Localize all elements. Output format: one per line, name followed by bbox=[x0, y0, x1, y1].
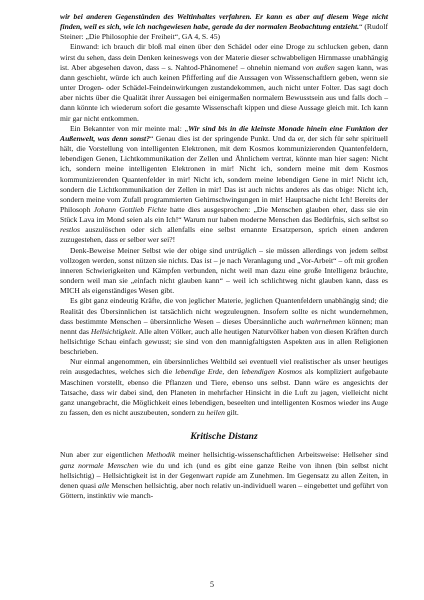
paragraph bbox=[60, 357, 388, 418]
paragraph-run: auszulöschen oder sich allenfalls eine selbst ernannte Ersatzperson, sprich einen anderen zuzugestehen, dass er selber wer sei?! bbox=[60, 225, 388, 245]
paragraph-run: gilt. bbox=[224, 408, 239, 418]
paragraph-run: Es gibt ganz eindeutig Kräfte, die von jeglicher Materie, jeglichen Quantenfeldern unabhängig sind; die Realität des Übersinnlichen ist tatsächlich nicht wegzuleugnen. Insofern sollte es nicht wundernehmen, dass bestimmte Menschen – übersinnliche Wesen – dieses Übersinnliche auch bbox=[60, 296, 388, 326]
paragraph-run: Denk-Beweise Meiner Selbst wie der obige sind bbox=[70, 245, 225, 255]
paragraph-run: untrüglich bbox=[224, 245, 257, 255]
paragraph-run: wir bei anderen Gegenständen des Weltinhaltes verfahren. Er kann es aber auf diesem Wege nicht finden, weil es sich, wie ich nachgewiesen habe, gerade da der normalen Beobachtung entzieht. bbox=[60, 12, 388, 32]
paragraph-run: Menschen hellsichtig, aber noch relativ un-individuell waren – eingebettet und geführt von Göttern, instinktiv wie manch- bbox=[60, 480, 388, 501]
paragraph-run: hatte dies ausgesprochen: „Die Menschen glauben eher, dass sie ein Stück Lava im Mond seien als ein Ich!“ Warum nur haben moderne Menschen das Bedürfnis, sich selbst so bbox=[60, 204, 388, 225]
paragraph-run: Wir sind bis in die kleinste Monade hinein eine Funktion der Außenwelt, was denn sonst? bbox=[60, 123, 388, 143]
paragraph-run: lebendigen Kosmos bbox=[241, 367, 302, 377]
paragraph-run: Einwand: ich brauch dir bloß mal einen über den Schädel oder eine Droge zu schlucken geben, dann wirst du sehen, dass dein Denken keineswegs von der Materie dieser schwabbeligen Hirnmasse unabhängig ist. Aber abgesehen davon, dass – s. Nahtod-Phänomene! – ohnehin niemand bbox=[60, 42, 388, 72]
paragraph-run: Methodik bbox=[146, 450, 176, 460]
paragraph-run: als kompliziert aufgebaute Maschinen vorstellt, ebenso die Pflanzen und Tiere, ebenso uns selbst. Dann wäre es angesichts der Tatsache, dass wir dabei sind, den Planeten in mehrfacher Hinsicht in die Luft zu jagen, vielleicht nicht ganz unangebracht, die Möglichkeit eines lebendigen, beseelten und intelligenten Kosmos wieder ins Auge zu fassen, den es nicht auszubeuten, sondern zu bbox=[60, 367, 388, 418]
paragraph bbox=[60, 12, 388, 42]
paragraph-run: meiner hellsichtig-wissenschaftlichen Arbeitsweise: Hellseher sind bbox=[175, 450, 388, 460]
paragraph-run: “ Genau dies ist der springende Punkt. Und da er, der sich für sehr spirituell hält, die Vorstellung von intelligenten Elektronen, mit dem Kosmos kommunizierenden Quantenfeldern, lebendigen Genen, Lichtkommunikation der Zellen und Ähnlichem vertrat, könnte man hier sagen: Nicht ich, sondern meine intelligenten Elektronen in mir! Nicht ich, sondern meine mit dem Kosmos kommunizierenden Quantenfelder in mir! Nicht ich, sondern meine lebendigen Gene in mir! Nicht ich, sondern die Lichtkommunikation der Zellen in mir! Das ist auch nichts anderes als das obige: Nicht ich, sondern meine vom Zufall programmierten Gehirnschwingungen in mir! Hauptsache nicht Ich! Bereits der Philosoph bbox=[60, 133, 388, 214]
paragraph-run: von außen bbox=[302, 62, 335, 72]
paragraph-run: heilen bbox=[206, 408, 225, 418]
paragraph-run: ganz normale Menschen bbox=[60, 460, 139, 470]
paragraph-run: Johann Gottlieb Fichte bbox=[93, 204, 167, 214]
paragraph-run: – sie müssen allerdings von jedem selbst vollzogen werden, sonst nützen sie nichts. Das ist – je nach Veranlagung und „Vor-Arbeit“ – oft mit großen inneren Schwierigkeiten und Kämpfen verbunden, nicht weil man dazu eine große Intelligenz bräuchte, sondern weil man sie „einfach nicht glauben kann“ – weil ich schlichtweg nicht glauben kann, dass es MICH als eigenständiges Wesen gibt. bbox=[60, 245, 388, 296]
paragraph-run: lebendige Erde bbox=[175, 367, 223, 377]
paragraph-run: Nun aber zur eigentlichen bbox=[60, 450, 147, 460]
paragraph-run: alle bbox=[98, 480, 110, 490]
paragraph-run: rapide bbox=[215, 470, 236, 480]
paragraph-run: können; man nennt das bbox=[60, 316, 388, 336]
body-text bbox=[60, 12, 388, 501]
paragraph-run: wie du und ich (und es gibt eine ganze Reihe von ihnen (bin selbst nicht hellsichtig) – Hellsichtigkeit ist in der Gegenwart bbox=[60, 460, 388, 480]
paragraph bbox=[60, 42, 388, 123]
paragraph-run: am Zunehmen. Im Gegensatz zu allen Zeiten, in denen quasi bbox=[60, 470, 388, 490]
paragraph-run: sagen kann, was dann geschieht, würde ich auch keinen Pfifferling auf die Aussagen von Wissenschaftlern geben, wenn sie unter Drogen- oder Schädel-Feindeinwirkungen zustandekommen, auch nicht unter Folter. Das sagt doch aber nichts über die Qualität ihrer Aussagen bei einigermaßen normalem Bewusstsein aus und falls doch – dann könnte ich wiederum sofort die gesamte Wissenschaft kippen und diese Aussage gleich mit. Ich kann mir gar nicht entkommen. bbox=[60, 62, 388, 123]
section-heading: Kritische Distanz bbox=[190, 432, 258, 443]
page-number: 5 bbox=[210, 580, 214, 589]
paragraph-run: , den bbox=[222, 367, 242, 377]
paragraph-run: . Alle alten Völker, auch alle heutigen Naturvölker haben von diesen Kräften durch hellsichtige Schau einfach gewusst; sie sind von den mannigfaltigsten Aspekten aus in allen Religionen beschrieben. bbox=[60, 326, 389, 357]
paragraph bbox=[60, 450, 388, 501]
paragraph-run: “ (Rudolf Steiner: „Die Philosophie der Freiheit“, GA 4, S. 45) bbox=[60, 22, 388, 42]
paragraph-run: Nur einmal angenommen, ein übersinnliches Weltbild sei eventuell viel realistischer als unser heutiges rein ausgedachtes, welches sich die bbox=[60, 357, 388, 377]
paragraph bbox=[60, 246, 388, 297]
paragraph-run: restlos bbox=[60, 225, 80, 235]
paragraph-run: Hellsichtigkeit bbox=[90, 326, 136, 336]
paragraph-run: Ein Bekannter von mir meinte mal: „ bbox=[70, 123, 189, 133]
paragraph bbox=[60, 124, 388, 246]
paragraph-run: wahrnehmen bbox=[305, 316, 346, 326]
paragraph bbox=[60, 296, 388, 357]
